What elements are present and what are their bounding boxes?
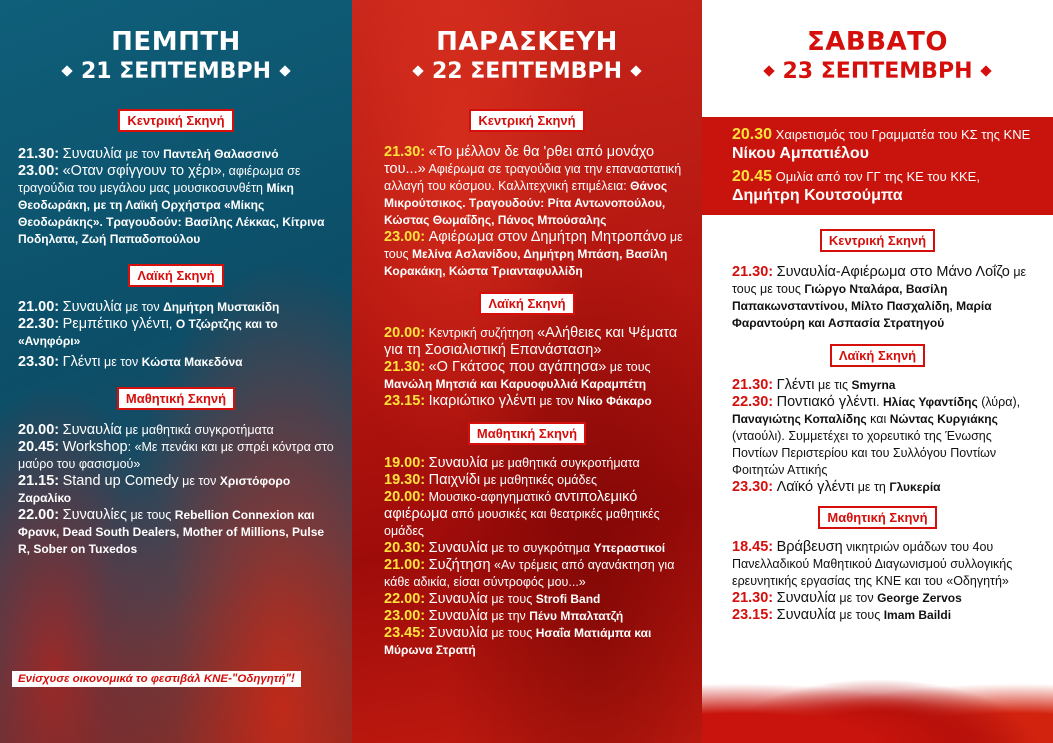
list-item: 23.00: «Οταν σφίγγουν το χέρι», αφιέρωμα σε τραγούδια του μεγάλου μας μουσικοσυνθέτη Μίκη Θεοδωράκη, με τη Λαϊκή Ορχήστρα «Μίκης Θεοδωράκης». Τραγουδούν: Βασίλης Λέκκας, Κίτρινα Ποδηλατα, Ζωή Παπαδοπούλου	[18, 163, 325, 246]
saturday-math-list	[702, 539, 1053, 624]
list-item: 22.30: Ρεμπέτικο γλέντι, Ο Τζώρτζης και το «Ανηφόρι»	[18, 316, 278, 348]
friday-laiki-list	[352, 325, 702, 410]
list-item: 23.30: Λαϊκό γλέντι με τη Γλυκερία	[732, 479, 941, 495]
speeches-box	[702, 117, 1053, 215]
friday-header	[352, 0, 702, 87]
list-item: 21.30: Συναυλία-Αφιέρωμα στο Μάνο Λοΐζο με τους με τους Γιώργο Νταλάρα, Βασίλη Παπακωνσταντίνου, Μίλτο Πασχαλίδη, Μαρία Φαραντούρη και Ασπασία Στρατηγού	[732, 264, 1027, 330]
list-item: 23.00: Αφιέρωμα στον Δημήτρη Μητροπάνο με τους Μελίνα Ασλανίδου, Δημήτρη Μπάση, Βασίλη Κορακάκη, Κώστα Τριανταφυλλίδη	[384, 229, 683, 278]
list-item: 23.15: Συναυλία με τους Imam Baildi	[732, 607, 952, 623]
stage-label: Λαϊκή Σκηνή	[0, 264, 352, 287]
list-item: 20.00: Συναυλία με μαθητικά συγκροτήματα	[18, 422, 274, 438]
list-item: 21.00: Συναυλία με τον Δημήτρη Μυστακίδη	[18, 299, 280, 315]
stage-label: Κεντρική Σκηνή	[0, 109, 352, 132]
list-item: 19.00: Συναυλία με μαθητικά συγκροτήματα	[384, 455, 640, 471]
diamond-icon	[981, 65, 992, 76]
thursday-header	[0, 0, 352, 87]
stage-label: Μαθητική Σκηνή	[0, 387, 352, 410]
stage-label: Κεντρική Σκηνή	[352, 109, 702, 132]
list-item: 23.00: Συναυλία με την Πένυ Μπαλτατζή	[384, 608, 624, 624]
friday-main-list	[352, 144, 702, 280]
saturday-laiki-list	[702, 377, 1053, 496]
list-item: 20.30: Συναυλία με το συγκρότημα Υπεραστικοί	[384, 540, 666, 556]
paint-splash-decoration	[702, 673, 1053, 743]
thursday-main-list	[0, 146, 352, 248]
list-item: 21.30: Γλέντι με τις Smyrna	[732, 377, 896, 393]
day-name: ΠΕΜΠΤΗ	[111, 27, 241, 57]
list-item: 20.00: Μουσικο-αφηγηματικό αντιπολεμικό αφιέρωμα από μουσικές και θεατρικές μαθητικές ομάδες	[384, 489, 660, 538]
list-item: 20.45: Workshop: «Με πενάκι και με σπρέι κόντρα στο μαύρο του φασισμού»	[18, 439, 334, 471]
list-item: 21.30: «Το μέλλον δε θα 'ρθει από μονάχο του...» Αφιέρωμα σε τραγούδια για την επαναστατική αλλαγή του κόσμου. Καλλιτεχνική επιμέλεια: Θάνος Μικρούτσικος. Τραγουδούν: Ρίτα Αντωνοπούλου, Κώστας Θωμαΐδης, Πάνος Μπούσαλης	[384, 144, 682, 227]
list-item: 18.45: Βράβευση νικητριών ομάδων του 4ου Πανελλαδικού Μαθητικού Διαγωνισμού συλλογικής ερευνητικής εργασίας της ΚΝΕ και του «Οδηγητή»	[732, 539, 1013, 588]
list-item: 22.30: Ποντιακό γλέντι. Ηλίας Υφαντίδης (λύρα), Παναγιώτης Κοπαλίδης και Νώντας Κυργιάκης (νταούλι). Συμμετέχει το χορευτικό της Ένωσης Ποντίων Περιστερίου και του Συλλόγου Ποντίων Φοιτητών Αττικής	[732, 394, 1021, 477]
stage-label: Κεντρική Σκηνή	[702, 229, 1053, 252]
list-item: 22.00: Συναυλίες με τους Rebellion Connexion και Φρανκ, Dead South Dealers, Mother of Millions, Pulse R, Sober on Tuxedos	[18, 507, 325, 556]
stage-label: Λαϊκή Σκηνή	[352, 292, 702, 315]
list-item: 21.15: Stand up Comedy με τον Χριστόφορο Ζαραλίκο	[18, 473, 291, 505]
thursday-laiki-list	[0, 299, 352, 371]
list-item: 20.30 Χαιρετισμός του Γραμματέα του ΚΣ της ΚΝΕ Νίκου Αμπατιέλου	[732, 126, 1031, 162]
list-item: 23.30: Γλέντι με τον Κώστα Μακεδόνα	[18, 354, 243, 370]
diamond-icon	[630, 65, 641, 76]
list-item: 19.30: Παιχνίδι με μαθητικές ομάδες	[384, 472, 598, 488]
day-date: 22 ΣΕΠΤΕΜΒΡΗ	[352, 57, 702, 87]
list-item: 22.00: Συναυλία με τους Strofi Band	[384, 591, 601, 607]
list-item: 21.30: Συναυλία με τον George Zervos	[732, 590, 962, 606]
friday-column	[352, 0, 702, 743]
list-item: 23.45: Συναυλία με τους Ησαΐα Ματιάμπα και Μύρωνα Στρατή	[384, 625, 652, 657]
saturday-main-list	[702, 264, 1053, 332]
day-date: 23 ΣΕΠΤΕΜΒΡΗ	[702, 57, 1053, 87]
stage-label: Μαθητική Σκηνή	[702, 506, 1053, 529]
thursday-column	[0, 0, 352, 743]
saturday-column	[702, 0, 1053, 743]
day-name: ΠΑΡΑΣΚΕΥΗ	[436, 27, 618, 57]
list-item: 21.30: «Ο Γκάτσος που αγάπησα» με τους Μανώλη Μητσιά και Καρυοφυλλιά Καραμπέτη	[384, 359, 651, 391]
day-name: ΣΑΒΒΑΤΟ	[807, 27, 948, 57]
friday-math-list	[352, 455, 702, 659]
stage-label: Λαϊκή Σκηνή	[702, 344, 1053, 367]
list-item: 20.00: Κεντρική συζήτηση «Αλήθειες και Ψέματα για τη Σοσιαλιστική Επανάσταση»	[384, 325, 678, 358]
donation-note: Ενίσχυσε οικονομικά το φεστιβάλ ΚΝΕ-"Οδηγητή"!	[12, 671, 301, 687]
list-item: 21.30: Συναυλία με τον Παντελή Θαλασσινό	[18, 146, 279, 162]
diamond-icon	[763, 65, 774, 76]
stage-label: Μαθητική Σκηνή	[352, 422, 702, 445]
day-date: 21 ΣΕΠΤΕΜΒΡΗ	[0, 57, 352, 87]
list-item: 21.00: Συζήτηση «Αν τρέμεις από αγανάκτηση για κάθε αδικία, είσαι σύντροφός μου...»	[384, 557, 675, 589]
saturday-header	[702, 0, 1053, 87]
list-item: 23.15: Ικαριώτικο γλέντι με τον Νίκο Φάκαρο	[384, 393, 652, 409]
diamond-icon	[61, 65, 72, 76]
diamond-icon	[412, 65, 423, 76]
diamond-icon	[279, 65, 290, 76]
list-item: 20.45 Ομιλία από τον ΓΓ της ΚΕ του ΚΚΕ, Δημήτρη Κουτσούμπα	[732, 168, 980, 204]
thursday-math-list	[0, 422, 352, 558]
